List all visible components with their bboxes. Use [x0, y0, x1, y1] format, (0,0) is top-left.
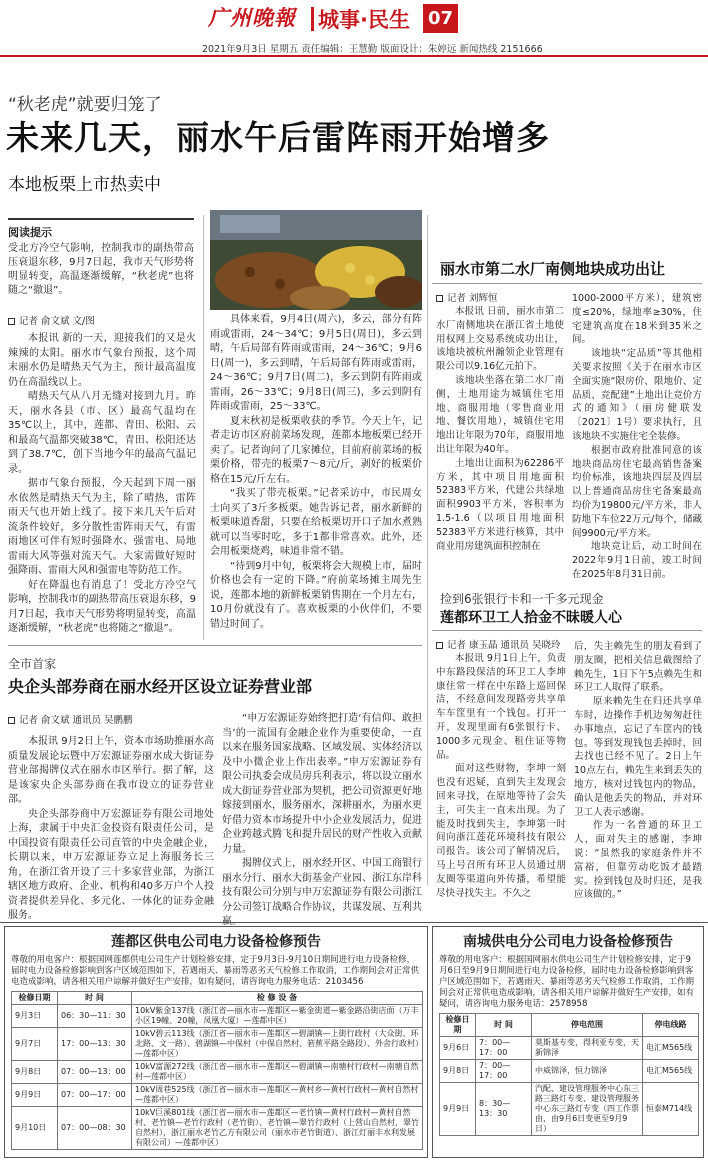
- table-cell: 9月9日: [440, 1083, 476, 1136]
- story4-paragraph: 后，失主赖先生的朋友看到了朋友圈，把相关信息截图给了赖先生，1日下午5点赖先生和环卫工人取得了联系。: [574, 641, 702, 694]
- lead-column-1: [8, 332, 196, 637]
- table-cell: 汽配、建设管理服务中心东三路三路灯专变、建设管理服务中心东三路灯专变（四工作票由，由9月6日变更至9月9日）: [532, 1083, 643, 1136]
- story2-kicker: 全市首家: [8, 657, 57, 671]
- story3-byline-text: 记者 刘辉恒: [447, 293, 498, 304]
- table-cell: 中威锦泽，恒力锦泽: [532, 1060, 643, 1083]
- story4-column-2: [574, 640, 702, 902]
- table-cell: 07：00—13：00: [58, 1061, 132, 1084]
- table-cell: 06：30—11：30: [58, 1005, 132, 1028]
- story2-paragraph: “申万宏源证券始终把打造‘有信仰、敢担当’的一流国有金融企业作为重要使命，一直以来在服务国家战略、区域发展、实体经济以及中小微企业上作出表率。”申万宏源证券有限公司执委会成员房兵利表示，将以设立丽水成大街证券营业部为契机，把公司资源更好地嫁接到丽水，服务丽水，深耕丽水，为丽水更好借力资本市场提升中小企业发展活力，促进企业跨越式腾飞和提升居民的财产性收入贡献力量。: [222, 713, 422, 855]
- table-cell: 8：30—13：30: [476, 1083, 532, 1136]
- table-header-cell: 时 间: [58, 992, 132, 1005]
- lead-paragraph: 晴热天气从八月无缝对接到九月。昨天，丽水各县（市、区）最高气温均在35℃以上，其中，莲都、青田、松阳、云和最高气温都突破38℃，青田、松阳还达到了38.7℃，创下当地今年的最高气温记录。: [8, 391, 196, 475]
- story2-top-rule: [8, 645, 422, 646]
- story2-headline: 央企头部券商在丽水经开区设立证券营业部: [8, 677, 313, 696]
- story2-byline-text: 记者 俞文斌 通讯员 吴鹏鹏: [19, 715, 133, 726]
- table-header-cell: 检 修 设 备: [132, 992, 423, 1005]
- table-cell: 9月6日: [440, 1037, 476, 1060]
- table-row: [440, 1037, 699, 1060]
- column-rule: [427, 215, 428, 885]
- table-cell: 电汇M565线: [643, 1060, 699, 1083]
- story2-paragraph: 揭牌仪式上，丽水经开区、中国工商银行丽水分行、丽水大街基金产业园、浙江东岸科技有限公司分别与申万宏源证券有限公司浙江分公司签订战略合作协议，共谋发展、互利共: [222, 858, 422, 913]
- story2-paragraph: 央企头部券商中万宏源证券有限公司地处上海，隶属于中央汇金投资有限责任公司，是中国投资有限责任公司直管的中央金融企业，长期以来，申万宏源证券立足上海服务长三角，在浙江省开设了三十多家营业部，为浙江辖区地方政府、企业、机构和40多万户个人投资者提供差异化、多元化、一体化的证券金融服务。: [8, 808, 214, 921]
- lead-headline: 未来几天，丽水午后雷阵雨开始增多: [6, 118, 550, 157]
- story3-paragraph: 地块竞让后，动工时间在2022年9月1日前，竣工时间在2025年8月31日前。: [572, 541, 702, 580]
- table-cell: 10kV巨溪801线（浙江省—丽水市—莲都区—老竹镇—黄村行政村—黄村自然村、老竹镇—老竹行政村（老竹街）、老竹镇—翠竹行政村（上营山自然村，翠竹自然村），浙江丽水老竹乙方有限公司（丽水市老竹街道）、浙江灯丽丰水利发展有限公司）—莲都中区）: [132, 1107, 423, 1150]
- notice-nancheng: [432, 926, 704, 1158]
- byline-marker: [436, 642, 443, 649]
- story3-headline: 丽水市第二水厂南侧地块成功出让: [440, 260, 666, 278]
- story4-column-1: [436, 652, 566, 900]
- table-cell: 9月3日: [12, 1005, 58, 1028]
- byline-marker: [436, 295, 443, 302]
- lead-byline-text: 记者 俞文斌 文/图: [19, 316, 95, 327]
- lead-paragraph: 本报讯 新的一天，迎接我们的又是火辣辣的太阳。丽水市气象台预报，这个周末丽水仍是晴热天气为主，预计最高温度仍在高温线以上。: [8, 333, 196, 388]
- table-header-cell: 检修日期: [440, 1014, 476, 1037]
- notice-nancheng-title: 南城供电分公司电力设备检修预告: [463, 934, 673, 950]
- notice-rule: [0, 922, 708, 923]
- notice-nancheng-table: [439, 1013, 699, 1136]
- table-cell: 17：00—13：30: [58, 1028, 132, 1061]
- table-row: [12, 1084, 423, 1107]
- table-row: [12, 1107, 423, 1150]
- story4-paragraph: 原来赖先生在归还共享单车时，边操作手机边匆匆赶往办事地点，忘记了车筐内的钱包。等到发现钱包丢掉时，回去找也已经不见了。2日上午10点左右，赖先生来到丢失的地方，核对过钱包内的物品，确认是他丢失的物品，并对环卫工人表示感谢。: [574, 696, 702, 818]
- lead-paragraph: 夏末秋初是板栗收获的季节。今天上午，记者走访市区府前菜场发现，莲都本地板栗已经开卖了。记者询问了几家摊位，目前府前菜场的板栗价格，带壳的板栗7～8元/斤，剥好的板栗价格在15元/斤左右。: [210, 415, 422, 485]
- table-cell: 10kV富源272线（浙江省—丽水市—莲都区—碧湖镇—南塘村行政村—南塘自然村—莲都中区）: [132, 1061, 423, 1084]
- photo-illustration: [210, 210, 422, 310]
- story4-paragraph: 本报讯 9月1日上午，负责中东路段保洁的环卫工人李坤康住常一样在中东路上巡回保洁，不经意间发现路旁共享单车车筐里有一个钱包。打开一开，发现里面有6张银行卡、1000多元现金、租住证等物品。: [436, 653, 566, 761]
- table-cell: 9月9日: [12, 1084, 58, 1107]
- lead-kicker: “秋老虎”就要归笼了: [8, 95, 162, 115]
- story4-paragraph: 面对这些财物，李坤一刻也没有迟疑，直到失主发现会回来寻找，在原地等待了会失主，可失主一直未出现。为了能及时找到失主，李坤第一时间向浙江莲花环境科技有限公司报告。该公司了解情况后，马上号召所有环卫人员通过朋友圈等渠道向外传播，希望能尽快寻找失主。不久之: [436, 763, 566, 899]
- story4-byline: [436, 637, 561, 651]
- story2-column-2: [222, 712, 422, 930]
- byline-marker: [8, 318, 15, 325]
- table-header-cell: 停电线路: [643, 1014, 699, 1037]
- table-header-row: [440, 1014, 699, 1037]
- lead-paragraph: 据市气象台预报，今天起到下周一丽水依然是晴热天气为主，除了晴热，雷阵雨天气也开始上线了。接下来几天午后对流条件较好，多分散性雷阵雨天气，有雷雨地区可伴有短时强降水、强雷电、局地雷雨大风等强对流天气。大家需做好短时强降雨、雷雨大风和强雷电等防范工作。: [8, 478, 196, 576]
- story3-column-1: [436, 305, 564, 553]
- table-header-row: [12, 992, 423, 1005]
- lead-paragraph: “我买了带壳板栗。”记者采访中，市民周女士向买了3斤多板栗。她告诉记者，丽水新鲜的板栗味道香甜，只要在给板栗切开口子加水煮熟就可以当零时吃，多于1都非常喜欢。此外，还会用板栗烧鸡，味道非常不错。: [210, 488, 422, 557]
- notice-liandu-body: 尊敬的用电客户：根据国网莲都供电公司生产计划检修安排，定于9月3日-9月10日期间进行电力设备检修，届时电力设备检修影响到客户区域范围如下，若遇雨天、暴雨等恶劣天气检修工作取消，工作期间会对正常供电造成影响，请各相关用户谅解并做好生产安排，如有疑问，请咨询电力服务电话：2103456: [11, 955, 420, 987]
- column-rule: [203, 215, 204, 640]
- table-row: [440, 1083, 699, 1136]
- reading-tip-text: 受北方冷空气影响，控制我市的副热带高压衰退东移，9月7日起，我市天气形势将明显转变，高温逐渐缓解，“秋老虎”也将随之“撤退”。: [8, 243, 194, 296]
- newspaper-logo: 广州晚報: [208, 5, 296, 30]
- page-number: 07: [423, 4, 458, 33]
- notice-liandu-title: 莲都区供电公司电力设备检修预告: [111, 934, 321, 950]
- lead-column-2: [210, 313, 422, 632]
- reading-tip-title: 阅读提示: [8, 226, 52, 239]
- table-cell: 9月7日: [12, 1028, 58, 1061]
- table-cell: 10kV碧云113线（浙江省—丽水市—莲都区—碧湖镇—上街行政村（大众街、环北路、文一路）、碧湖镇—中保村（中保自然村、箬蕉平路全路段）、外舍行政村）—莲都中区）: [132, 1028, 423, 1061]
- section-title: 城事·民生: [318, 8, 410, 32]
- story3-paragraph: 1000-2000平方米），建筑密度≤20%，绿地率≥30%，住宅建筑高度在18米到35米之间。: [572, 293, 702, 346]
- masthead-rule: [0, 55, 708, 57]
- table-cell: 7：00—17：00: [476, 1037, 532, 1060]
- table-cell: 恒泰M714线: [643, 1083, 699, 1136]
- lead-subhead: 本地板栗上市热卖中: [8, 175, 161, 195]
- table-cell: 10kV周巷525线（浙江省—丽水市—莲都区—黄村乡—黄村行政村—黄村自然村—莲都中区）: [132, 1084, 423, 1107]
- story2-paragraph: 本报讯 9月2日上午，资本市场助推丽水高质量发展论坛暨中万宏源证券丽水成大街证券营业部揭牌仪式在丽水市区举行。据了解，这是该家央企头部券商在我市设立的证券营业部。: [8, 736, 214, 805]
- story4-paragraph: 作为一名普通的环卫工人，面对失主的感谢，李坤说：“虽然我的家庭条件并不富裕，但靠劳动吃饭才最踏实。捡到钱包及时归还，是我应该做的。”: [574, 820, 702, 901]
- table-header-cell: 检修日期: [12, 992, 58, 1005]
- notice-liandu: [4, 926, 428, 1158]
- table-cell: 9月8日: [440, 1060, 476, 1083]
- table-cell: 07：00—08：30: [58, 1107, 132, 1150]
- table-header-cell: 停电范围: [532, 1014, 643, 1037]
- lead-paragraph: 好在降温也有消息了！受北方冷空气影响，控制我市的副热带高压衰退东移，9月7日起，我市天气形势将明显转变，高温逐渐缓解，“秋老虎”也将随之“撤退”。: [8, 579, 196, 634]
- story2-byline: [8, 712, 133, 726]
- lead-paragraph: “待到9月中旬，板栗将会大规模上市，届时价格也会有一定的下降。”府前菜场摊主周先生说，莲都本地的新鲜板栗销售期在一个月左右，10月份就没有了。喜欢板栗的小伙伴们，不要错过时间了。: [210, 560, 422, 630]
- byline-marker: [8, 717, 15, 724]
- story3-paragraph: 根据市政府批准同意的该地块商品房住宅最高销售备案均价标准，该地块四层及四层以上普通商品房住宅备案最高均价为19800元/平方米，非人防地下车位22万元/每个，储藏间9900元/平方米。: [572, 444, 702, 539]
- story4-byline-text: 记者 康玉晶 通讯员 吴晓玲: [447, 640, 561, 651]
- story3-paragraph: 该地块坐落在第二水厂南侧，土地用途为城镇住宅用地、商服用地（零售商业用地、餐饮用地），城镇住宅用地出让年限为70年，商服用地出让年限为40年。: [436, 374, 564, 455]
- table-cell: 07：00—17：00: [58, 1084, 132, 1107]
- lead-paragraph: 具体来看，9月4日(周六)，多云，部分有阵雨或雷雨，24～34℃；9月5日(周日)，多云到晴，午后局部有阵雨或雷雨，24～36℃；9月6日(周一)，多云到晴，午后局部有阵雨或雷雨，24～36℃；9月7日(周二)，多云到阴有阵雨或雷雨，26～33℃；9月8日(周三)，多云到阴有阵雨或雷雨，25～33℃。: [210, 314, 422, 412]
- story3-paragraph: 本报讯 日前，丽水市第二水厂南侧地块在浙江省土地使用权网上交易系统成功出让，该地块被杭州瀚领企业管理有限公司以9.16亿元拍下。: [436, 306, 564, 373]
- notice-liandu-table: [11, 991, 423, 1150]
- table-cell: 7：00—17：00: [476, 1060, 532, 1083]
- story3-byline: [436, 290, 498, 304]
- table-cell: 9月10日: [12, 1107, 58, 1150]
- story3-rule: [432, 283, 702, 284]
- table-cell: 9月8日: [12, 1061, 58, 1084]
- issue-info: 2021年9月3日 星期五 责任编辑：王慧勤 版面设计：朱婷远 新闻热线 2151666: [202, 44, 543, 55]
- story3-paragraph: 土地出让面积为62286平方米，其中项目用地面积52383平方米，代建公共绿地面积9903平方米，容积率为1.5-1.6（以项目用地面积52383平方米进行核算，其中商业用房建筑面积控制在: [436, 457, 564, 552]
- story3-paragraph: 该地块“定品质”等其他相关要求按照《关于在丽水市区全面实施“限房价、限地价、定品质、竞配建”土地出让竞价方式的通知》（丽房健联发〔2021〕1号）要求执行，且该地块不实施住宅全装修。: [572, 348, 702, 442]
- masthead: [0, 0, 708, 40]
- story4-rule: [432, 630, 702, 631]
- story4-kicker: 捡到6张银行卡和一千多元现金: [440, 592, 604, 606]
- notice-nancheng-body: 尊敬的用电客户：根据国网丽水供电公司生产计划检修安排，定于9月6日至9月9日期间进行电力设备检修，届时电力设备检修影响到客户区域范围如下，若遇雨天、暴雨等恶劣天气检修工作取消，工作期间会对正常供电造成影响，请各相关用户谅解并做好生产安排，如有疑问，请咨询电力服务电话：2578958: [439, 955, 695, 1009]
- table-row: [12, 1061, 423, 1084]
- story3-column-2: [572, 292, 702, 582]
- lead-byline: [8, 313, 95, 327]
- story4-headline: 莲都环卫工人拾金不昧暖人心: [440, 610, 622, 626]
- table-cell: 电汇M565线: [643, 1037, 699, 1060]
- table-row: [440, 1060, 699, 1083]
- table-header-cell: 时 间: [476, 1014, 532, 1037]
- table-row: [12, 1028, 423, 1061]
- table-cell: 莫斯基专变，得利亚专变，天新锦泽: [532, 1037, 643, 1060]
- story2-column-1: [8, 735, 214, 924]
- table-cell: 10kV紫金137线（浙江省—丽水市—莲都区—紫金街道—紫金路沿街店面（万丰小区19幢、20幢，凤凰大厦）—莲都中区）: [132, 1005, 423, 1028]
- market-chestnut-photo: [210, 210, 422, 310]
- reading-tip-box: [8, 218, 194, 304]
- table-row: [12, 1005, 423, 1028]
- masthead-divider: [311, 7, 314, 31]
